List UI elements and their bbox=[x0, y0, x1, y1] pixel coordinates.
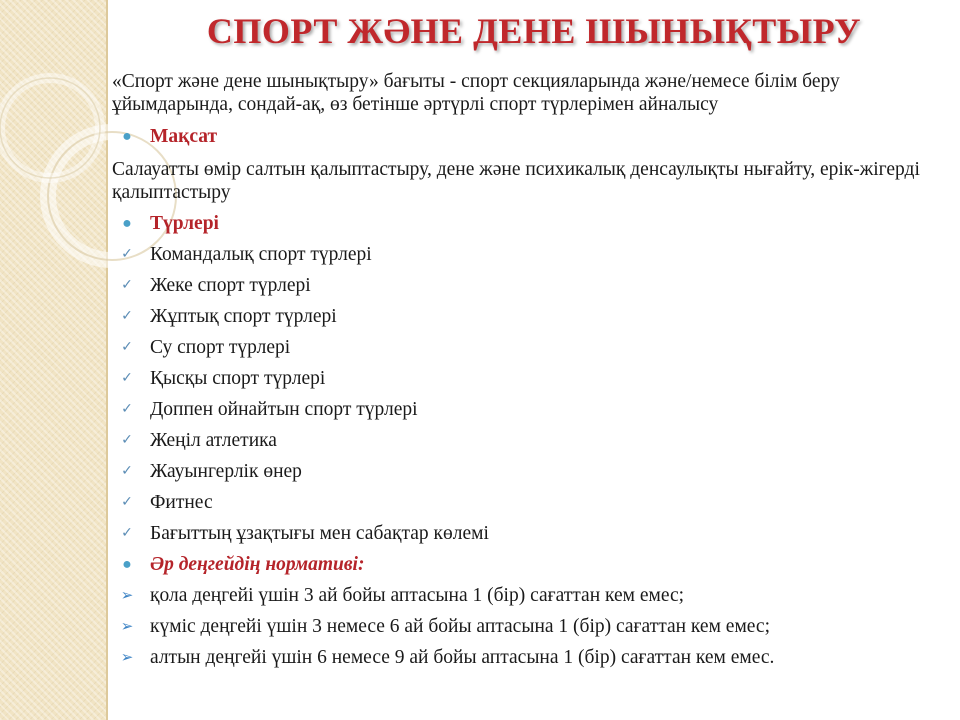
arrow-bullet-icon: ➢ bbox=[120, 617, 134, 635]
slide-title: СПОРТ ЖӘНЕ ДЕНЕ ШЫНЫҚТЫРУ bbox=[206, 11, 862, 51]
norms-heading-row bbox=[112, 549, 942, 580]
list-item-label: Су спорт түрлері bbox=[150, 337, 291, 358]
list-item bbox=[112, 332, 942, 363]
checkmark-icon: ✓ bbox=[121, 308, 133, 324]
types-heading-row bbox=[112, 208, 942, 239]
list-item bbox=[112, 580, 942, 611]
checkmark-icon: ✓ bbox=[121, 370, 133, 386]
list-item-label: Қысқы спорт түрлері bbox=[150, 368, 326, 389]
checkmark-icon: ✓ bbox=[121, 463, 133, 479]
slide-content bbox=[112, 70, 942, 673]
list-item bbox=[112, 394, 942, 425]
list-item-label: Жеңіл атлетика bbox=[150, 430, 277, 451]
list-item-label: Жауынгерлік өнер bbox=[150, 461, 302, 482]
list-item-label: алтын деңгейі үшін 6 немесе 9 ай бойы аптасына 1 (бір) сағаттан кем емес. bbox=[150, 647, 775, 668]
list-item bbox=[112, 456, 942, 487]
goal-heading: Мақсат bbox=[150, 126, 218, 147]
list-item-label: Жеке спорт түрлері bbox=[150, 275, 311, 296]
list-item-label: Доппен ойнайтын спорт түрлері bbox=[150, 399, 418, 420]
list-item bbox=[112, 611, 942, 642]
checkmark-icon: ✓ bbox=[121, 277, 133, 293]
goal-heading-row bbox=[112, 121, 942, 152]
list-item bbox=[112, 425, 942, 456]
bullet-icon: ● bbox=[122, 556, 132, 573]
list-item bbox=[112, 518, 942, 549]
list-item bbox=[112, 239, 942, 270]
list-item bbox=[112, 487, 942, 518]
bullet-icon: ● bbox=[122, 128, 132, 145]
bullet-icon: ● bbox=[122, 215, 132, 232]
checkmark-icon: ✓ bbox=[121, 339, 133, 355]
list-item-label: Фитнес bbox=[150, 492, 213, 513]
list-item bbox=[112, 363, 942, 394]
list-item-label: Бағыттың ұзақтығы мен сабақтар көлемі bbox=[150, 523, 489, 544]
list-item-label: Жұптық спорт түрлері bbox=[150, 306, 337, 327]
norms-heading: Әр деңгейдің нормативі: bbox=[150, 554, 365, 575]
list-item bbox=[112, 270, 942, 301]
goal-paragraph: Салауатты өмір салтын қалыптастыру, дене және психикалық денсаулықты нығайту, ерік-жігерді қалыптастыру bbox=[112, 159, 920, 203]
list-item bbox=[112, 642, 942, 673]
list-item-label: Командалық спорт түрлері bbox=[150, 244, 372, 265]
checkmark-icon: ✓ bbox=[121, 246, 133, 262]
list-item-label: күміс деңгейі үшін 3 немесе 6 ай бойы аптасына 1 (бір) сағаттан кем емес; bbox=[150, 616, 770, 637]
arrow-bullet-icon: ➢ bbox=[120, 648, 134, 666]
checkmark-icon: ✓ bbox=[121, 494, 133, 510]
checkmark-icon: ✓ bbox=[121, 432, 133, 448]
arrow-bullet-icon: ➢ bbox=[120, 586, 134, 604]
list-item-label: қола деңгейі үшін 3 ай бойы аптасына 1 (бір) сағаттан кем емес; bbox=[150, 585, 685, 606]
list-item bbox=[112, 301, 942, 332]
checkmark-icon: ✓ bbox=[121, 401, 133, 417]
types-heading: Түрлері bbox=[150, 213, 219, 234]
checkmark-icon: ✓ bbox=[121, 525, 133, 541]
intro-paragraph: «Спорт және дене шынықтыру» бағыты - спорт секцияларында және/немесе білім беру ұйымдарында, сондай-ақ, өз бетінше әртүрлі спорт түрлерімен айналысу bbox=[112, 71, 840, 115]
